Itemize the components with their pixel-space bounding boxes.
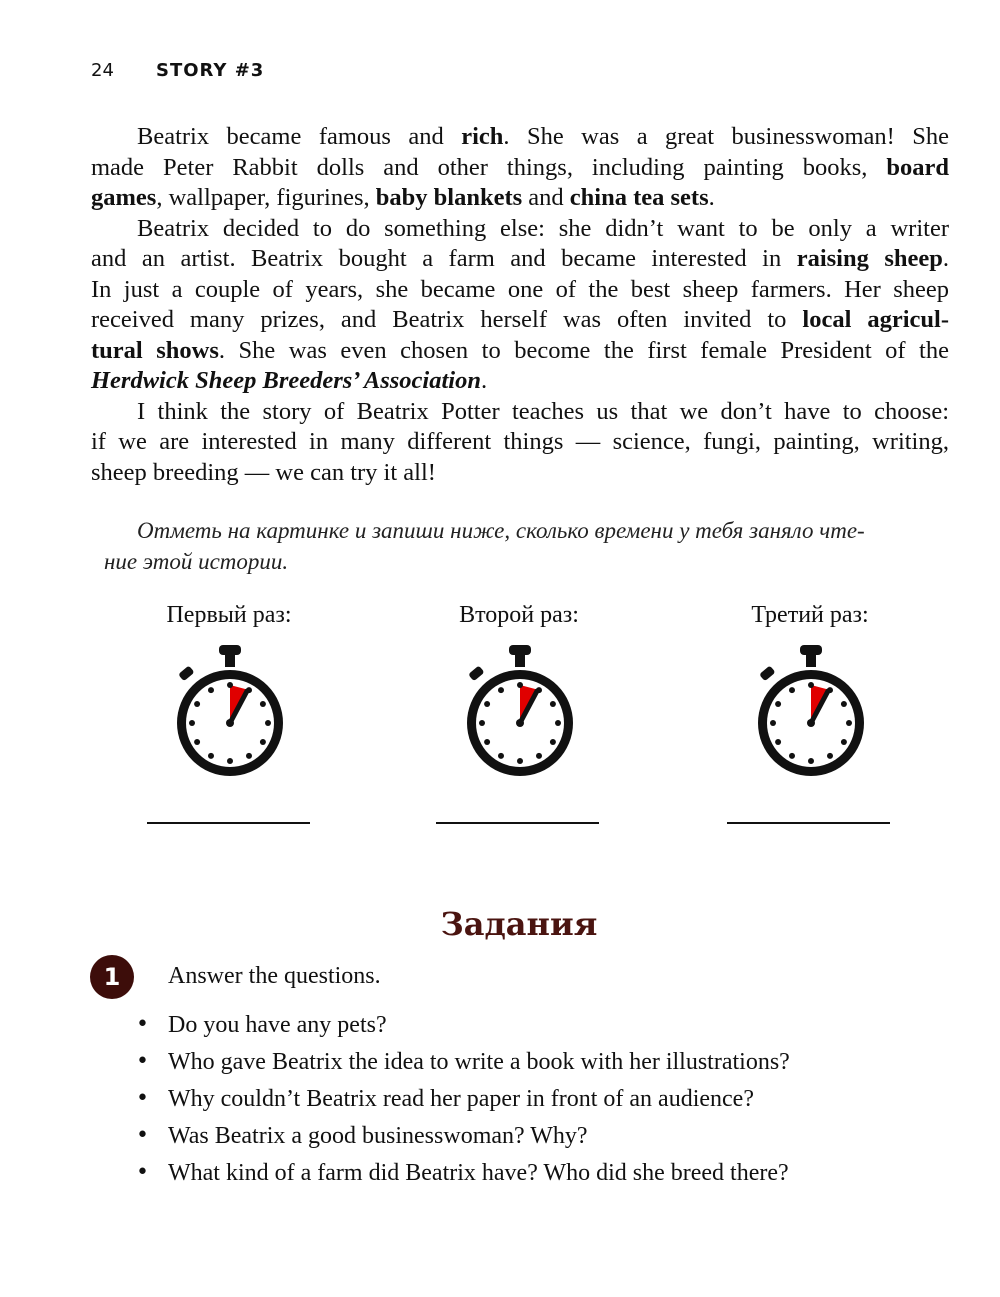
answer-line-first[interactable]	[147, 822, 310, 824]
text-segment: and an artist. Beatrix bought a farm and became interested in	[91, 245, 797, 272]
text-segment: and	[522, 184, 570, 211]
text-line	[91, 458, 949, 489]
question-item: Was Beatrix a good businesswoman? Why?	[168, 1123, 588, 1149]
bold-term: local agricul-	[802, 306, 949, 333]
bullet-icon: •	[136, 1123, 149, 1148]
task-number-badge: 1	[90, 955, 134, 999]
section-title: STORY #3	[156, 60, 265, 81]
question-item: Do you have any pets?	[168, 1012, 387, 1038]
stopwatch-icon	[455, 645, 585, 785]
text-segment: , wallpaper, figurines,	[156, 184, 376, 211]
stopwatch-icon	[165, 645, 295, 785]
bold-term: board	[886, 153, 949, 181]
text-line	[91, 183, 949, 214]
answer-line-second[interactable]	[436, 822, 599, 824]
task-instruction: Answer the questions.	[168, 963, 381, 989]
instruction-line-2: ние этой истории.	[104, 549, 289, 574]
text-line	[91, 366, 949, 397]
timer-label-second: Второй раз:	[459, 602, 579, 628]
stopwatch-icon	[746, 645, 876, 785]
text-segment: .	[480, 367, 488, 394]
text-line	[91, 275, 949, 306]
story-text	[91, 122, 949, 488]
bullet-icon: •	[136, 1012, 149, 1037]
answer-line-third[interactable]	[727, 822, 890, 824]
text-segment: if we are interested in many different things — science, fungi, painting, writing,	[91, 428, 949, 455]
tasks-heading: Задания	[440, 905, 598, 943]
bold-term: games	[91, 184, 157, 211]
question-item: Who gave Beatrix the idea to write a book with her illustrations?	[168, 1049, 790, 1075]
bullet-icon: •	[136, 1160, 149, 1185]
timer-label-first: Первый раз:	[166, 602, 292, 628]
text-line	[91, 397, 949, 428]
text-segment: I think the story of Beatrix Potter teaches us that we don’t have to choose:	[137, 397, 949, 425]
text-line	[91, 244, 949, 275]
text-segment: . She was a great businesswoman! She	[503, 123, 949, 150]
question-item: Why couldn’t Beatrix read her paper in front of an audience?	[168, 1086, 754, 1112]
text-line	[91, 122, 949, 153]
page-number: 24	[91, 60, 114, 81]
text-line	[91, 153, 949, 184]
text-line	[91, 336, 949, 367]
text-segment: sheep breeding — we can try it all!	[91, 458, 436, 486]
text-line	[91, 214, 949, 245]
bold-term: china tea sets	[569, 184, 709, 211]
instruction-line-1: Отметь на картинке и запиши ниже, сколько времени у тебя заняло чте-	[137, 518, 865, 543]
question-item: What kind of a farm did Beatrix have? Who did she breed there?	[168, 1160, 789, 1186]
bullet-icon: •	[136, 1086, 149, 1111]
timer-label-third: Третий раз:	[751, 602, 869, 628]
text-line	[91, 427, 949, 458]
bold-term: raising sheep	[796, 245, 943, 272]
text-segment: Beatrix became famous and	[137, 123, 462, 150]
bullet-icon: •	[136, 1049, 149, 1074]
text-segment: In just a couple of years, she became one of the best sheep farmers. Her sheep	[91, 275, 949, 303]
bold-term: rich	[461, 123, 504, 150]
text-segment: .	[708, 184, 715, 211]
bold-term: tural shows	[91, 336, 219, 364]
text-segment: Beatrix decided to do something else: she didn’t want to be only a writer	[137, 214, 949, 242]
text-segment: received many prizes, and Beatrix herself was often invited to	[91, 306, 803, 333]
bold-term: Herdwick Sheep Breeders’ Association	[91, 367, 481, 394]
text-line	[91, 305, 949, 336]
text-segment: .	[942, 245, 949, 272]
text-segment: made Peter Rabbit dolls and other things, including painting books,	[91, 153, 887, 181]
bold-term: baby blankets	[375, 184, 523, 211]
text-segment: . She was even chosen to become the first female President of the	[218, 336, 949, 364]
